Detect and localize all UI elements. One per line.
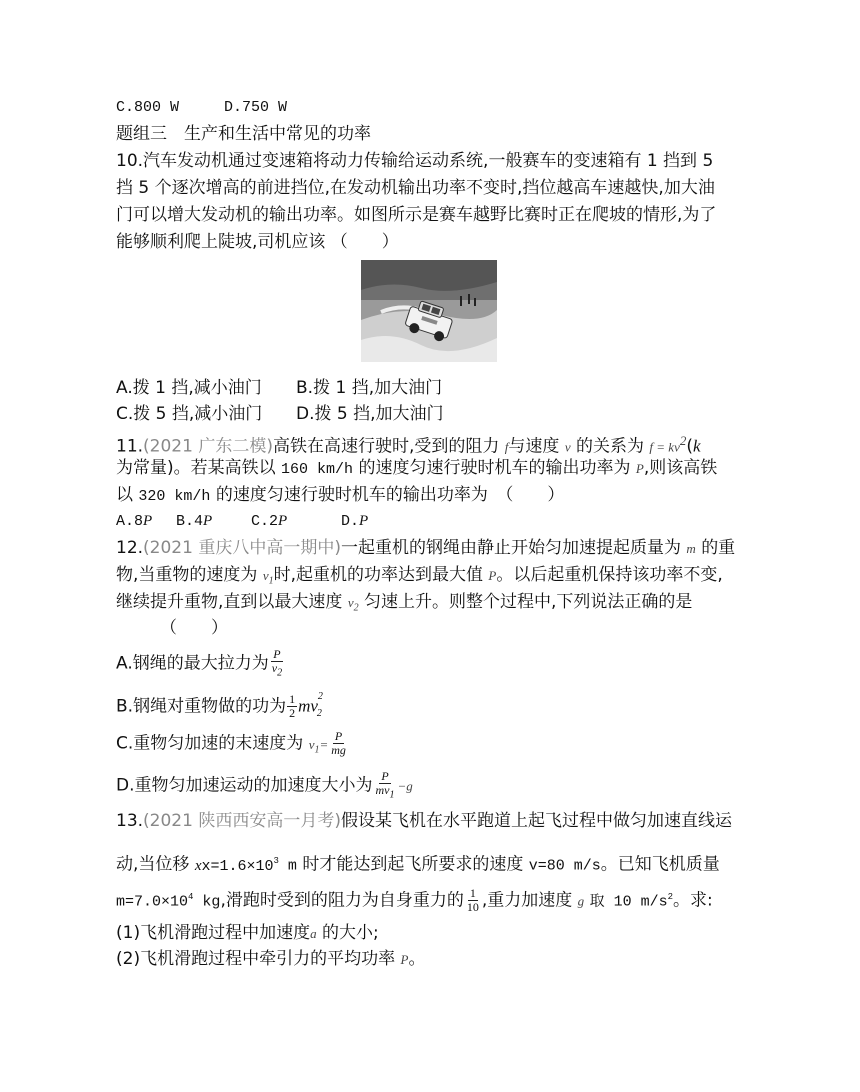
q11-var-f: f bbox=[504, 439, 509, 455]
q13-text-1a: 假设某飞机在水平跑道上起飞过程中做匀加速直线运 bbox=[340, 811, 732, 831]
q10-line-4: 能够顺利爬上陡坡,司机应该 （ ） bbox=[116, 232, 399, 252]
q12-option-c: C.重物匀加速的末速度为 $v_1=$ $\frac{P}{mg}$ bbox=[116, 729, 346, 757]
q11-text-3a: 以 bbox=[116, 485, 133, 505]
q9-option-d: D.750 W bbox=[224, 99, 288, 116]
q13-displacement-unit: m bbox=[278, 857, 297, 875]
q13-sub-1: (1)飞机滑跑过程中加速度a 的大小; bbox=[116, 923, 379, 943]
q11-speed-1: 160 km/h bbox=[281, 461, 354, 478]
q10-option-c: C.拨 5 挡,减小油门 bbox=[116, 404, 263, 424]
q13-text-2a: 动,当位移 bbox=[116, 854, 190, 875]
q13-text-3b: ,滑跑时受到的阻力为自身重力的 bbox=[220, 890, 464, 911]
fraction-one-tenth: $\frac{1}{10}$ bbox=[466, 886, 479, 915]
q12-number: 12. bbox=[116, 538, 144, 558]
q13-line-1 bbox=[116, 808, 732, 834]
q13-mass: m=7.0×10 bbox=[116, 893, 189, 911]
q12-text-2c: 。以后起重机保持该功率不变, bbox=[496, 565, 723, 585]
q9-options-cd bbox=[116, 95, 287, 121]
q13-sub-2: (2)飞机滑跑过程中牵引力的平均功率 P。 bbox=[116, 949, 426, 969]
q13-text-2c: 。已知飞机质量 bbox=[600, 854, 720, 875]
q11-text-1a: 高铁在高速行驶时,受到的阻力 bbox=[272, 436, 500, 457]
q11-var-p: P bbox=[635, 461, 644, 476]
q13-text-2b: 时才能达到起飞所要求的速度 bbox=[302, 854, 524, 875]
fraction-p-over-v2: $\frac{P}{v_2}$ bbox=[271, 647, 283, 679]
q11-option-a: A.8P bbox=[116, 513, 153, 530]
q10-line-2: 挡 5 个逐次增高的前进挡位,在发动机输出功率不变时,挡位越高车速越快,加大油 bbox=[116, 178, 715, 198]
q13-line-3: $m=7.0\times 10^4$ kg,滑跑时受到的阻力为自身重力的 $\frac{1}{10}$ ,重力加速度 g 取 10 $m/s^2$。求: bbox=[116, 886, 713, 915]
q12-var-p: P bbox=[488, 568, 497, 583]
q11-text-2a: 为常量)。若某高铁以 bbox=[116, 458, 276, 478]
q11-number: 11. bbox=[116, 436, 144, 457]
q13-text-3c: ,重力加速度 bbox=[481, 890, 573, 911]
q12-var-v1: $v_1$ bbox=[262, 568, 274, 587]
q11-var-v: v bbox=[564, 439, 571, 455]
q11-source: (2021 广东二模) bbox=[143, 436, 273, 457]
q13-text-3d: 。求: bbox=[672, 890, 713, 911]
q11-text-3b: 的速度匀速行驶时机车的输出功率为 （ ） bbox=[215, 485, 565, 505]
section-title: 题组三 生产和生活中常见的功率 bbox=[116, 124, 371, 144]
q13-var-g: g bbox=[577, 893, 585, 909]
q12-var-v2: $v_2$ bbox=[347, 595, 359, 614]
q12-answer-paren: （ ） bbox=[160, 618, 228, 638]
q12-text-3a: 继续提升重物,直到以最大速度 bbox=[116, 592, 343, 612]
q12-text-1a: 一起重机的钢绳由静止开始匀加速提起质量为 bbox=[340, 538, 681, 558]
q10-line-1: 10.汽车发动机通过变速箱将动力传输给运动系统,一般赛车的变速箱有 1 挡到 5 bbox=[116, 151, 714, 171]
q13-line-2: 动,当位移 $xx=1.6\times 10^3$ m 时才能达到起飞所要求的速度 v=80 m/s。已知飞机质量 bbox=[116, 854, 720, 875]
q13-var-a: a bbox=[310, 926, 317, 941]
q11-option-b: B.4P bbox=[176, 513, 213, 530]
q13-g-value: 取 10 m/s bbox=[589, 893, 668, 911]
q11-text-1c: 的关系为 bbox=[576, 436, 645, 457]
q11-text-1b: 与速度 bbox=[508, 436, 560, 457]
q11-option-d: D.P bbox=[341, 513, 369, 530]
q11-text-2b: 的速度匀速行驶时机车的输出功率为 bbox=[358, 458, 631, 478]
q13-number: 13. bbox=[116, 811, 144, 831]
q12-text-1b: 的重 bbox=[701, 538, 736, 558]
q12-source: (2021 重庆八中高一期中) bbox=[143, 538, 341, 558]
q13-var-p: P bbox=[400, 952, 409, 967]
fraction-p-over-mg: $\frac{P}{mg}$ bbox=[331, 729, 346, 757]
offroad-car-photo bbox=[361, 260, 497, 362]
q11-line-3 bbox=[116, 482, 564, 510]
fraction-half: $\frac{1}{2}$ bbox=[289, 692, 296, 721]
q10-option-a: A.拨 1 挡,减小油门 bbox=[116, 378, 262, 398]
q12-text-2b: 时,起重机的功率达到最大值 bbox=[273, 565, 483, 585]
q10-options-ab bbox=[116, 375, 442, 401]
q12-option-a: A.钢绳的最大拉力为 $\frac{P}{v_2}$ bbox=[116, 647, 283, 679]
q11-speed-2: 320 km/h bbox=[138, 488, 211, 505]
q10-option-b: B.拨 1 挡,加大油门 bbox=[296, 378, 443, 398]
q11-option-c: C.2P bbox=[251, 513, 288, 530]
q12-option-d: D.重物匀加速运动的加速度大小为 $\frac{P}{mv_1}$ −g bbox=[116, 769, 413, 801]
q12-option-b: B.钢绳对重物做的功为 $\frac{1}{2}$ $mv^2_2$ bbox=[116, 691, 323, 721]
q11-var-k: k bbox=[693, 436, 701, 456]
q12-var-m: m bbox=[686, 541, 696, 556]
q10-options-cd bbox=[116, 401, 444, 427]
q12-text-3b: 匀速上升。则整个过程中,下列说法正确的是 bbox=[364, 592, 693, 612]
q11-options bbox=[116, 508, 368, 535]
q12-line-1 bbox=[116, 535, 735, 562]
q13-displacement: xx=1.6×10 bbox=[194, 857, 274, 875]
q11-text-1d: ( bbox=[686, 436, 693, 457]
q12-text-2a: 物,当重物的速度为 bbox=[116, 565, 258, 585]
q11-line-1: 11.(2021 广东二模)高铁在高速行驶时,受到的阻力 f与速度 v 的关系为 $f = kv^2(k$ bbox=[116, 433, 701, 457]
q13-mass-unit: kg bbox=[193, 893, 221, 911]
q10-line-3: 门可以增大发动机的输出功率。如图所示是赛车越野比赛时正在爬坡的情形,为了 bbox=[116, 205, 717, 225]
q11-text-2c: ,则该高铁 bbox=[643, 458, 718, 478]
q13-source: (2021 陕西西安高一月考) bbox=[143, 811, 341, 831]
q9-option-c: C.800 W bbox=[116, 99, 180, 116]
q11-formula: f = kv bbox=[649, 439, 680, 455]
q11-line-2 bbox=[116, 455, 717, 483]
q10-option-d: D.拨 5 挡,加大油门 bbox=[296, 404, 444, 424]
fraction-p-over-mv1: $\frac{P}{mv_1}$ bbox=[375, 769, 395, 801]
q13-velocity: v=80 m/s bbox=[528, 857, 601, 875]
